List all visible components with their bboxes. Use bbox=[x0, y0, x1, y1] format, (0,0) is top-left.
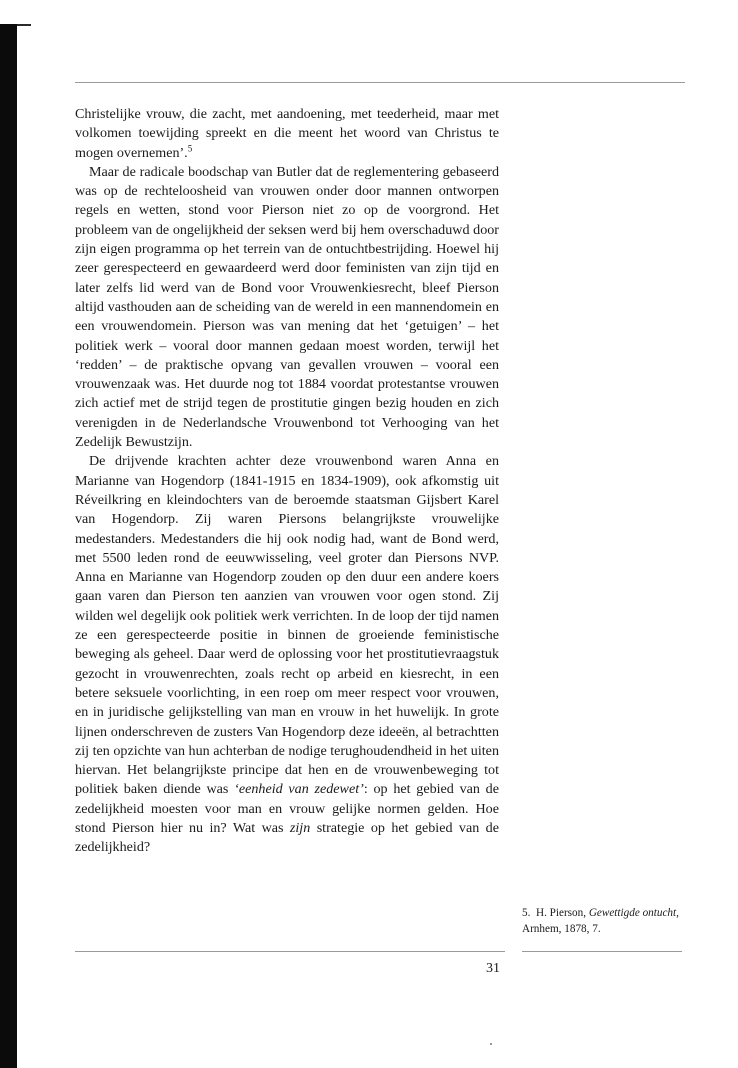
scan-edge bbox=[0, 24, 17, 1068]
paragraph-1 bbox=[75, 105, 499, 163]
footnote-author: H. Pierson, bbox=[535, 907, 587, 919]
footnote-title: Gewettigde ontucht, bbox=[588, 907, 679, 919]
paragraph-3 bbox=[75, 452, 499, 857]
footnote bbox=[522, 906, 687, 937]
scan-edge-mark bbox=[17, 24, 31, 26]
header-rule bbox=[75, 82, 685, 83]
paragraph-2: Maar de radicale boodschap van Butler dat de reglementering gebaseerd was op de rechteloosheid van vrouwen onder door mannen ontworpen regels en wetten, stond voor Pierson niet zo op de voorgrond. Het probleem van de ongelijkheid der seksen werd bij hem overschaduwd door zijn eigen programma op het terrein van de ontuchtbestrijding. Hoewel hij zeer gerespecteerd en gewaardeerd werd door feministen van zijn tijd en later zelfs lid werd van de Bond voor Vrouwenkiesrecht, bleef Pierson altijd vasthouden aan de scheiding van de wereld in een mannendomein en een vrouwendomein. Pierson was van mening dat het ‘getuigen’ – het politiek werk – vooral door mannen gedaan moest worden, terwijl het ‘redden’ – de praktische opvang van gevallen vrouwen – vooral een vrouwenzaak was. Het duurde nog tot 1884 voordat protestantse vrouwen zich actief met de strijd tegen de prostitutie gingen bezig houden en zich verenigden in de Nederlandsche Vrouwenbond tot Verhooging van het Zedelijk Bewustzijn. bbox=[75, 163, 499, 451]
paragraph-3-text-b: : op het gebied van de zedelijkheid moesten voor man en vrouw gelijke normen gelden. Hoe stond Pierson hier nu in? Wat was bbox=[75, 781, 499, 836]
paragraph-3-text-a: De drijvende krachten achter deze vrouwenbond waren Anna en Marianne van Hogendorp (1841-1915 en 1834-1909), ook afkomstig uit Réveilkring en kleindochters van de beroemde staatsman Gijsbert Karel van Hogendorp. Zij waren Piersons belangrijkste vrouwelijke medestanders. Medestanders die hij ook nodig had, want de Bond werd, met 5500 leden rond de eeuwwisseling, veel groter dan Piersons NVP. Anna en Marianne van Hogendorp zouden op den duur een andere koers gaan varen dan Pierson ten aanzien van vrouwen voor ogen stond. Zij wilden wel degelijk ook politiek werk verrichten. In de loop der tijd namen ze een gerespecteerde positie in binnen de groeiende feministische beweging als geheel. Daar werd de oplossing voor het prostitutievraagstuk gezocht in vrouwenrechten, zoals recht op arbeid en kiesrecht, in een betere seksuele voorlichting, in een roep om meer respect voor vrouwen, en in juridische gelijkstelling van man en vrouw in het huwelijk. In grote lijnen onderschreven de zusters Van Hogendorp deze ideeën, al betrachtten zij ten opzichte van hun achterban de nodige terughoudendheid in het uiten hiervan. Het belangrijkste principe dat hen en de vrouwenbeweging tot politiek baken diende was bbox=[75, 453, 499, 798]
paragraph-3-text-c: strategie op het gebied van de zedelijkheid? bbox=[75, 819, 499, 856]
emphasis-eenheid-van-zedewet: ‘eenheid van zedewet’ bbox=[234, 781, 364, 798]
footer-rule-margin bbox=[522, 951, 682, 952]
footnote-number: 5. bbox=[522, 907, 531, 919]
main-text-column bbox=[75, 105, 499, 858]
scan-speck bbox=[490, 1043, 492, 1045]
footer-rule-main bbox=[75, 951, 505, 952]
footnote-reference: 5 bbox=[187, 142, 193, 153]
paragraph-1-text: Christelijke vrouw, die zacht, met aandoening, met teederheid, maar met volkomen toewijding spreekt en die meent het woord van Christus te mogen overnemen’. bbox=[75, 106, 499, 161]
page-number: 31 bbox=[486, 961, 500, 976]
footnote-publication: Arnhem, 1878, 7. bbox=[522, 922, 601, 935]
emphasis-zijn: zijn bbox=[289, 819, 311, 836]
